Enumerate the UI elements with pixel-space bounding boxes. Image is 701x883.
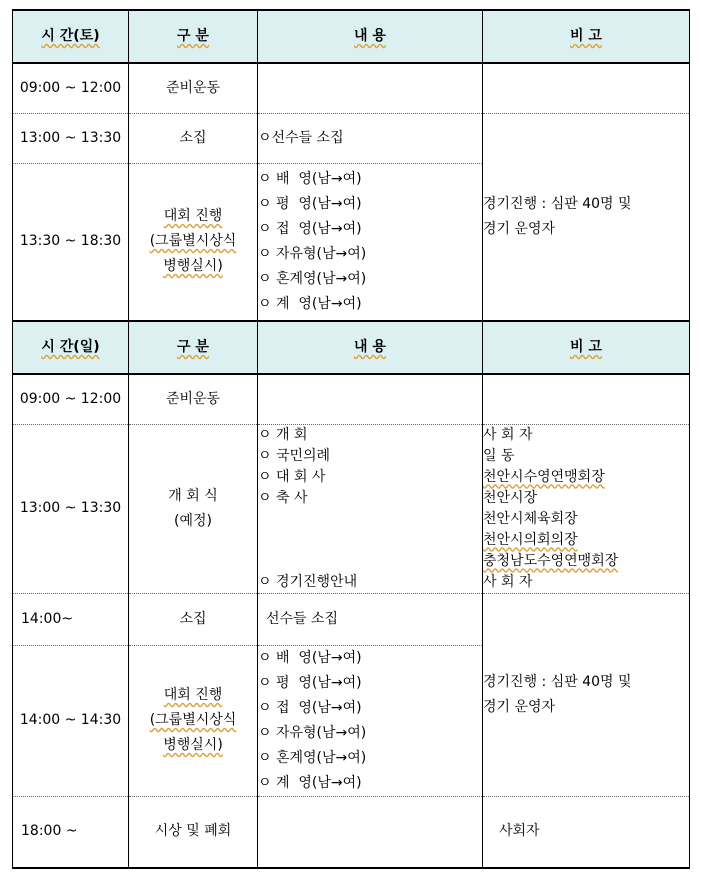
category-cell: 준비운동 [129,63,258,113]
event-item: ㅇ 혼계영(남→여) [258,270,367,287]
event-item: ㅇ 계 영(남→여) [258,295,362,312]
time-cell: 13:00 ~ 13:30 [13,113,129,163]
event-item: ㅇ 혼계영(남→여) [258,749,367,766]
category-line: (예정) [174,512,212,529]
category-cell [129,163,258,321]
header-time-sun: 시 간(일) [13,321,129,374]
table-row [13,113,690,163]
event-item: ㅇ 계 영(남→여) [258,774,362,791]
note-line: 사 회 자 [483,573,533,590]
note-line: 경기진행 : 심판 40명 및 [483,195,632,212]
category-cell: 소집 [129,113,258,163]
event-item: ㅇ 평 영(남→여) [258,195,362,212]
note-line: 경기진행 : 심판 40명 및 [483,673,632,690]
category-cell: 준비운동 [129,374,258,424]
event-item: ㅇ 배 영(남→여) [258,649,362,666]
content-cell [258,424,483,593]
note-line: 천안시체육회장 [483,510,578,527]
category-line: 대회 진행 [163,687,223,703]
time-cell: 13:00 ~ 13:30 [13,424,129,593]
category-cell: 시상 및 폐회 [129,796,258,868]
header-content-sat: 내 용 [258,10,483,63]
note-line: 천안시장 [483,489,538,506]
category-line: 병행실시) [163,258,223,275]
event-item: ㅇ 배 영(남→여) [258,170,362,187]
note-line: 천안시의회의장 [483,531,578,548]
header-row-saturday [13,10,690,63]
ceremony-item: ㅇ 개 회 [258,426,308,443]
header-category-sat: 구 분 [129,10,258,63]
content-cell [258,374,483,424]
ceremony-item: ㅇ 대 회 사 [258,468,326,485]
table-row [13,593,690,645]
schedule-table [12,9,690,869]
note-cell [483,424,690,593]
header-note-sun: 비 고 [483,321,690,374]
header-category-sun: 구 분 [129,321,258,374]
content-cell [258,163,483,321]
note-cell: 사회자 [483,796,690,868]
header-content-sun: 내 용 [258,321,483,374]
note-cell-merged [483,593,690,796]
ceremony-item: ㅇ 경기진행안내 [258,573,358,590]
category-cell [129,645,258,796]
category-line: 병행실시) [163,737,223,753]
event-item: ㅇ 자유형(남→여) [258,245,367,262]
note-cell [483,63,690,113]
table-row [13,63,690,113]
event-item: ㅇ 접 영(남→여) [258,699,362,716]
ceremony-item: ㅇ 축 사 [258,489,308,506]
event-item: ㅇ 접 영(남→여) [258,220,362,237]
header-time-sat: 시 간(토) [13,10,129,63]
table-row [13,374,690,424]
category-line: 개 회 식 [168,487,218,504]
time-cell: 14:00 ~ 14:30 [13,645,129,796]
note-cell [483,374,690,424]
header-row-sunday [13,321,690,374]
category-cell [129,424,258,593]
note-line: 경기 운영자 [483,220,556,237]
time-cell: 09:00 ~ 12:00 [13,63,129,113]
content-cell [258,645,483,796]
note-line: 천안시수영연맹회장 [483,468,605,485]
time-cell: 13:30 ~ 18:30 [13,163,129,321]
category-line: 대회 진행 [163,208,223,225]
category-line: (그룹별시상식 [149,233,237,250]
note-line: 충청남도수영연맹회장 [483,552,619,569]
table-row [13,796,690,868]
category-line: (그룹별시상식 [149,712,237,728]
note-line: 사 회 자 [483,426,533,443]
note-cell-merged [483,113,690,321]
category-cell: 소집 [129,593,258,645]
ceremony-item: ㅇ 국민의례 [258,447,331,464]
header-note-sat: 비 고 [483,10,690,63]
content-cell: ㅇ선수들 소집 [258,113,483,163]
content-cell [258,796,483,868]
table-row [13,424,690,593]
content-cell: 선수들 소집 [258,593,483,645]
time-cell: 09:00 ~ 12:00 [13,374,129,424]
content-cell [258,63,483,113]
note-line: 일 동 [483,447,515,464]
time-cell: 14:00~ [13,593,129,645]
event-item: ㅇ 평 영(남→여) [258,674,362,691]
event-item: ㅇ 자유형(남→여) [258,724,367,741]
time-cell: 18:00 ~ [13,796,129,868]
note-line: 경기 운영자 [483,698,556,715]
